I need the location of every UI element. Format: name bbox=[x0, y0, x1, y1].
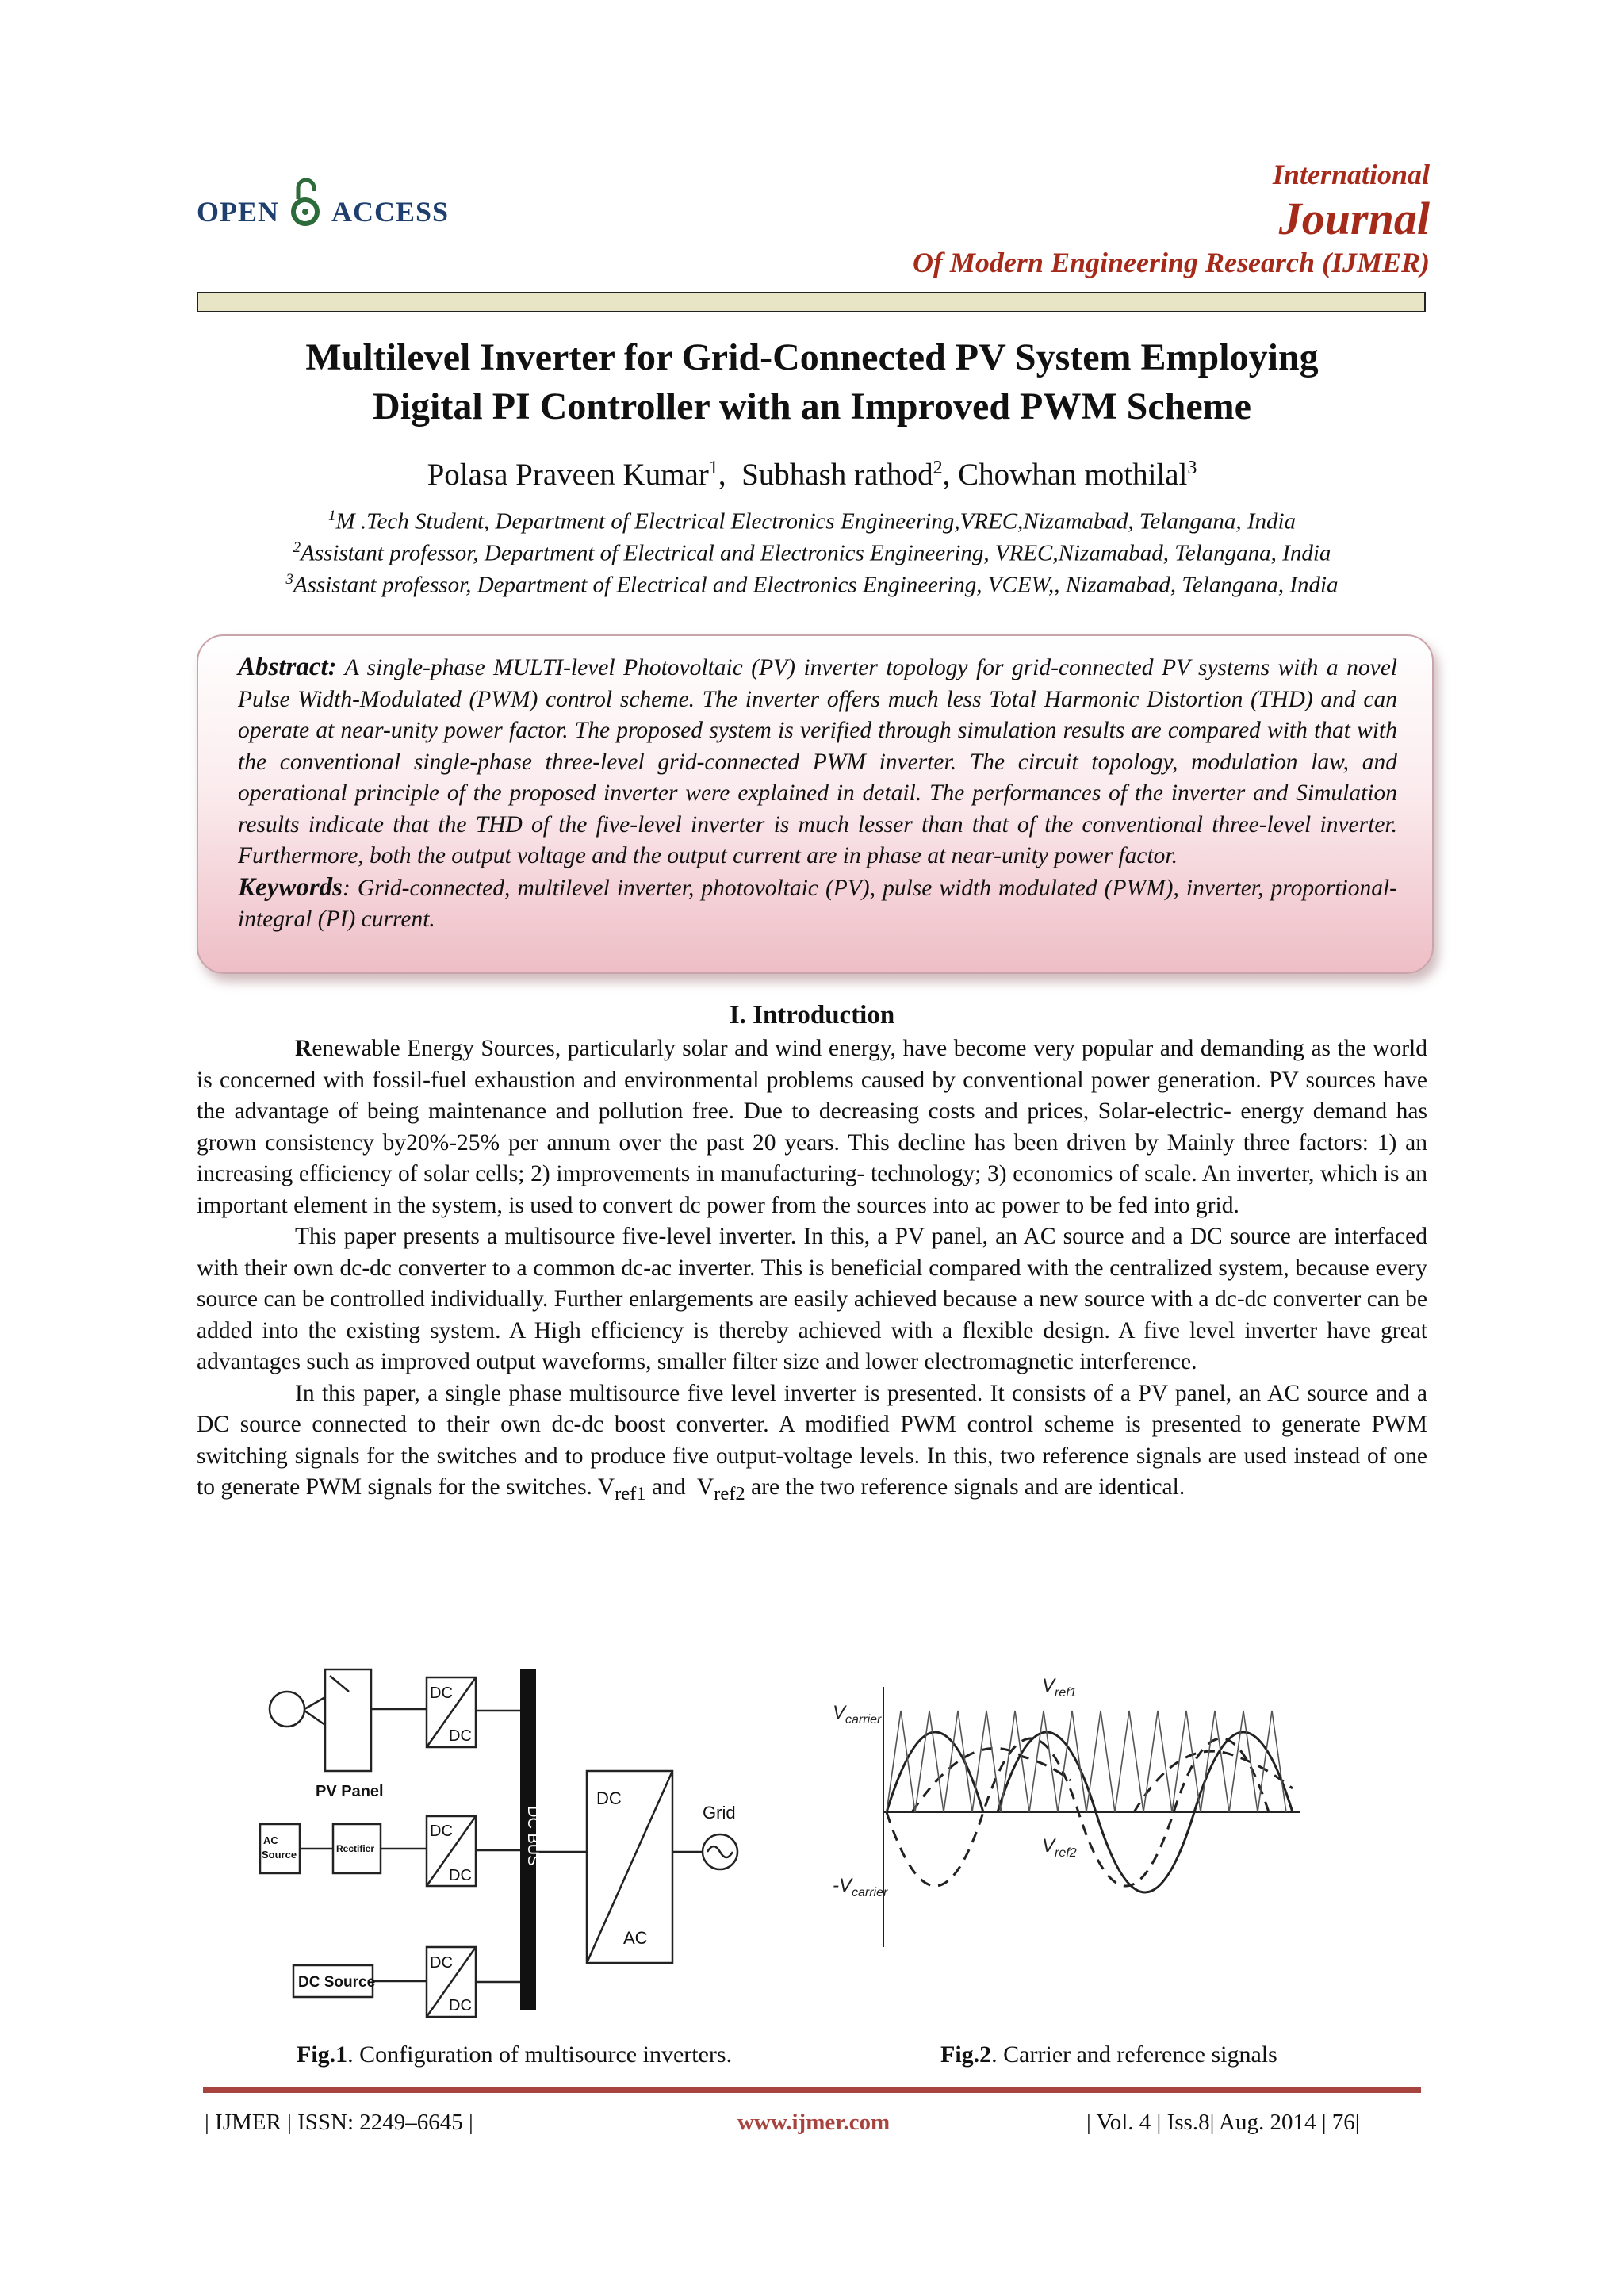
vref-subscript: ref1 bbox=[615, 1482, 646, 1504]
neg-vcarrier-label bbox=[833, 1875, 888, 1899]
paragraph-text: and bbox=[645, 1474, 697, 1500]
footer-volume: | Vol. 4 | Iss.8| Aug. 2014 | 76| bbox=[1086, 2110, 1360, 2135]
title-line-1: Multilevel Inverter for Grid-Connected PV System Employing bbox=[305, 336, 1319, 378]
open-access-logo bbox=[197, 195, 449, 228]
vref2-label bbox=[1042, 1835, 1077, 1860]
inverter-dc-label: DC bbox=[596, 1788, 622, 1808]
journal-international: International bbox=[1272, 159, 1430, 190]
vref-symbol: V bbox=[597, 1474, 615, 1500]
author-list bbox=[127, 457, 1497, 493]
neg-vcarrier-symbol: -V bbox=[833, 1875, 852, 1896]
affiliation bbox=[127, 571, 1497, 599]
caption-text: . Carrier and reference signals bbox=[991, 2041, 1277, 2068]
vref1-curve bbox=[887, 1732, 983, 1812]
fig2-svg bbox=[833, 1662, 1340, 2026]
author-name: Subhash rathod bbox=[741, 458, 933, 492]
paragraph-text: In this paper, a single phase multisource five level inverter is presented. It consists of a PV panel, an AC source and a DC source connected to their own dc-dc boost converter. A modified PWM control scheme is presented to generate PWM switching signals for the switches and to produce five output-voltage levels. In this, two reference signals are used instead of one to generate PWM signals for the switches. bbox=[197, 1380, 1427, 1500]
footer-url-link[interactable]: www.ijmer.com bbox=[737, 2110, 891, 2135]
vcarrier-sub: carrier bbox=[845, 1713, 882, 1727]
author-sup: 2 bbox=[933, 458, 943, 478]
dcdc-3-bottom: DC bbox=[449, 1997, 472, 2014]
dcdc-2-bottom: DC bbox=[449, 1867, 472, 1884]
author-name: Chowhan mothilal bbox=[958, 458, 1188, 492]
vref-subscript: ref2 bbox=[714, 1482, 745, 1504]
open-access-word-open: OPEN bbox=[197, 196, 280, 228]
caption-text: . Configuration of multisource inverters. bbox=[347, 2041, 733, 2068]
inverter-ac-label: AC bbox=[623, 1928, 648, 1948]
intro-paragraph-1 bbox=[197, 1033, 1427, 1221]
keywords-label: Keywords bbox=[238, 872, 343, 902]
affiliation-sup: 2 bbox=[293, 539, 301, 556]
pv-panel-icon bbox=[325, 1669, 371, 1771]
caption-label: Fig.1 bbox=[297, 2041, 348, 2068]
intro-body bbox=[197, 1033, 1427, 1509]
dcdc-2-top: DC bbox=[430, 1823, 453, 1840]
journal-header bbox=[913, 155, 1430, 281]
journal-subtitle: Of Modern Engineering Research (IJMER) bbox=[912, 247, 1430, 278]
dcdc-1-bottom: DC bbox=[449, 1727, 472, 1745]
author-name: Polasa Praveen Kumar bbox=[427, 458, 709, 492]
vref1-symbol: V bbox=[1042, 1675, 1055, 1696]
ac-source-label-2: Source bbox=[262, 1849, 297, 1861]
dcdc-3-top: DC bbox=[430, 1954, 453, 1972]
carrier-wave bbox=[887, 1711, 1286, 1812]
vref1-label bbox=[1042, 1675, 1077, 1700]
keywords-text: : Grid-connected, multilevel inverter, photovoltaic (PV), pulse width modulated (PWM), inverter, proportional-integral (PI) current. bbox=[238, 875, 1397, 932]
paragraph-text: enewable Energy Sources, particularly solar and wind energy, have become very popular and demanding as the world is concerned with fossil-fuel exhaustion and environmental problems caused by conventional power generation. PV sources have the advantage of being maintenance and pollution free. Due to decreasing costs and prices, Solar-electric- energy demand has grown consistency by20%-25% per annum over the past 20 years. This decline has been driven by Mainly three factors: 1) an increasing efficiency of solar cells; 2) improvements in manufacturing- technology; 3) economics of scale. An inverter, which is an important element in the system, is used to convert dc power from the sources into ac power to be fed into grid. bbox=[197, 1036, 1427, 1218]
affiliation-text: Assistant professor, Department of Electrical and Electronics Engineering, VCEW,, Nizamabad, Telangana, India bbox=[293, 572, 1339, 598]
footer-rule bbox=[203, 2087, 1421, 2093]
neg-vcarrier-sub: carrier bbox=[852, 1886, 888, 1899]
dcdc-1-top: DC bbox=[430, 1685, 453, 1702]
author-sup: 1 bbox=[708, 458, 718, 478]
dc-source-label: DC Source bbox=[298, 1974, 376, 1991]
author-sep: , bbox=[942, 458, 959, 492]
abstract-paragraph bbox=[238, 652, 1397, 872]
paragraph-text: are the two reference signals and are identical. bbox=[745, 1474, 1185, 1500]
vref2-sub: ref2 bbox=[1055, 1846, 1077, 1860]
figure-2-signals bbox=[833, 1662, 1340, 2026]
keywords-paragraph bbox=[238, 872, 1397, 936]
intro-paragraph-3 bbox=[197, 1378, 1427, 1510]
abstract-label: Abstract: bbox=[238, 653, 337, 681]
author-sep: , bbox=[718, 458, 742, 492]
abstract-text: A single-phase MULTI-level Photovoltaic (PV) inverter topology for grid-connected PV systems with a novel Pulse Width-Modulated (PWM) control scheme. The inverter offers much less Total Harmonic Distortion (THD) and can operate at near-unity power factor. The proposed system is verified through simulation results are compared with that with the conventional single-phase three-level grid-connected PWM inverter. The circuit topology, modulation law, and operational principle of the proposed inverter were explained in detail. The performances of the inverter and Simulation results indicate that the THD of the five-level inverter is much lesser than that of the conventional three-level inverter. Furthermore, both the output voltage and the output current are in phase at near-unity power factor. bbox=[238, 655, 1397, 868]
affiliation bbox=[127, 539, 1497, 567]
vcarrier-label bbox=[833, 1702, 882, 1727]
rectifier-label: Rectifier bbox=[336, 1843, 375, 1854]
header-rule bbox=[197, 292, 1426, 312]
journal-word: Journal bbox=[1278, 193, 1430, 244]
open-lock-icon bbox=[287, 175, 324, 228]
affiliation-text: M .Tech Student, Department of Electrical Electronics Engineering,VREC,Nizamabad, Telangana, India bbox=[335, 508, 1297, 535]
vcarrier-symbol: V bbox=[833, 1702, 846, 1723]
affiliation-text: Assistant professor, Department of Electrical and Electronics Engineering, VREC,Nizamabad, Telangana, India bbox=[301, 540, 1331, 566]
open-access-word-access: ACCESS bbox=[331, 196, 450, 228]
affiliation bbox=[127, 508, 1497, 535]
affiliation-sup: 3 bbox=[285, 571, 293, 588]
ac-source-label-1: AC bbox=[263, 1834, 278, 1846]
drop-cap: R bbox=[295, 1036, 312, 1061]
vref-symbol: V bbox=[696, 1474, 714, 1500]
figure-2-caption bbox=[940, 2041, 1277, 2068]
vref2-symbol: V bbox=[1042, 1835, 1055, 1857]
fig1-svg bbox=[254, 1662, 793, 2026]
paper-title bbox=[127, 333, 1497, 431]
author-sup: 3 bbox=[1187, 458, 1197, 478]
intro-paragraph-2: This paper presents a multisource five-level inverter. In this, a PV panel, an AC source and a DC source are interfaced with their own dc-dc converter to a common dc-ac inverter. This is beneficial compared with the centralized system, because every source can be controlled individually. Further enlargements are easily achieved because a new source with a dc-dc converter can be added into the existing system. A High efficiency is thereby achieved with a flexible design. A five level inverter have great advantages such as improved output waveforms, smaller filter size and lower electromagnetic interference. bbox=[197, 1224, 1427, 1374]
grid-label: Grid bbox=[703, 1803, 736, 1823]
caption-label: Fig.2 bbox=[940, 2041, 992, 2068]
vref1-sub: ref1 bbox=[1055, 1686, 1077, 1700]
title-line-2: Digital PI Controller with an Improved PWM Scheme bbox=[373, 385, 1251, 427]
affiliation-sup: 1 bbox=[327, 508, 336, 524]
dc-bus-label: DC BUS bbox=[524, 1806, 542, 1866]
footer-issn: | IJMER | ISSN: 2249–6645 | bbox=[205, 2110, 473, 2135]
abstract-box bbox=[197, 634, 1434, 974]
pv-panel-label: PV Panel bbox=[316, 1783, 384, 1800]
figure-1-caption bbox=[297, 2041, 732, 2068]
section-heading: I. Introduction bbox=[729, 1001, 895, 1029]
sun-icon bbox=[270, 1692, 304, 1727]
figure-1-block-diagram bbox=[254, 1662, 793, 2026]
